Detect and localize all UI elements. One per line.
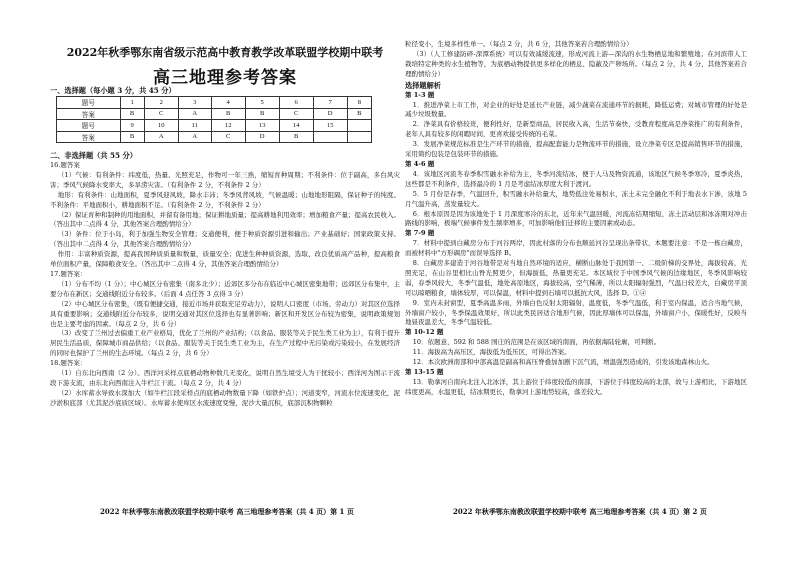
- answer-cell: D: [313, 108, 347, 120]
- answer-paragraph: （3）（人工修建防碎-深潭系统）可以有效减缓流速，形成河流上游—深沟的水生物栖息地和繁殖地；在河滨带人工栽培特定种类的水生植物等，为底栖动物提供更多样化的栖息、隐蔽及产卵场所。（每点 2 分，共 4 分，其他答案若合理酌情给分）: [405, 49, 747, 78]
- essay-continued: [405, 40, 747, 80]
- analysis-item: 4．该地区河流冬春季积雪融水补给为主，冬季河流结冰，便于人马及物资流通，该地区气候冬季寒冷，夏季炎热，这些都是不利条件，选择最冷的 1 月是考虑结冰厚度大利于渡河。: [405, 169, 747, 188]
- section-choice: [50, 86, 400, 143]
- answer-table: [56, 96, 372, 143]
- analysis-heading: 选择题解析: [405, 80, 441, 90]
- answer-cell: B: [279, 131, 313, 143]
- answer-cell: A: [178, 108, 211, 120]
- analysis-item: 10．依题意，592 和 588 国庄的范围是在该区域的南面，再依据海陆轮廓，可判断。: [412, 338, 661, 347]
- answer-row: [57, 108, 372, 120]
- answer-cell: B: [120, 131, 144, 143]
- page-left: [50, 0, 400, 561]
- answer-cell: [347, 131, 371, 143]
- answer-cell: 2: [144, 97, 178, 109]
- answer-paragraph: 16.题答案: [50, 161, 80, 169]
- analysis-item: 9．室内未封窗型，夏季高温多雨，外墙白色反射太阳辐射，温度低，冬季气温低，利于室内保温，适合当地气候，外墙窗户较小，冬季保温效果好，所以此类民居适合地形气候，因此厚墙体可以保温，外墙窗户小，保暖性好，反映当地昼夜温差大，冬季气温较低。: [405, 298, 747, 327]
- section-choice-heading: 一、选择题（每小题 3 分，共 45 分）: [50, 86, 176, 95]
- answer-row-label: 答案: [57, 108, 121, 120]
- answer-cell: 10: [144, 120, 178, 132]
- right-column: [405, 40, 747, 398]
- answer-cell: C: [211, 131, 245, 143]
- analysis-item: 2．净菜具有价格较贵，便利性好，是新型商品，居民收入高，生活节奏快，受教育程度高是净菜推广的有利条件，老年人具有较多的闲暇时间，更喜欢接受传统的毛菜。: [405, 120, 747, 139]
- answer-paragraph: （1）气候：有利条件：纬度低，热量、光照充足，作物可一年三熟，缩短育种周期；不利条件：位于副高，多台风灾害；季风气候降水变率大，多旱涝灾害。（有利条件 2 分，不利条件 2 分）: [50, 170, 400, 189]
- analysis-item: 12．本次欧洲南部和中部高温是副高和高压脊叠加加剧下沉气流，增温强烈造成的，引发该地森林山火。: [412, 358, 714, 367]
- answer-cell: [347, 120, 371, 132]
- question-group-title: 第 4-6 题: [405, 159, 435, 168]
- analysis-item: 1．推进净菜上市工作，对企业的好处是延长产业链，减少蔬菜在流通环节的损耗，降低运费；对城市管理的好处是减少垃圾数量。: [405, 100, 747, 119]
- answer-cell: 7: [313, 97, 347, 109]
- answer-cell: 15: [313, 120, 347, 132]
- answer-cell: B: [245, 108, 279, 120]
- answer-cell: 6: [279, 97, 313, 109]
- analysis-item: 11．海拔高为高压区，海拔低为低压区，可得出答案。: [412, 348, 571, 357]
- footer-right: 2022 年秋季鄂东南教改联盟学校期中联考 高三地理参考答案（共 4 页）第 2 页: [453, 507, 707, 516]
- analysis-item: 3．发展净菜规范标准是生产环节的措施，提高配套能力是物流环节的措施，设立净菜专区是提高销售环节的措施，采用简约包装是包装环节的措施。: [405, 140, 747, 159]
- answer-paragraph: 18.题答案：: [50, 359, 87, 368]
- analysis-item: 8．白藏房多建造于河谷地带是对当地自然环境的适应，横断山脉处于我国第一、二级阶梯的交界处，海拔较高，光照充足，在山谷里相比山脊光照更少，但海拔低，热量更充足。本区域位于中国季风气候的边缘地区，冬季风影响较弱，春季风较大，冬季气温低，地处高原地区，海拔较高，空气稀薄，所以太阳辐射强烈，气温日较差大，白藏房平顶可以晾晒粮食，墙体较厚，可以保温，材料中提到石墙可以抵抗大风，选择 D。①④: [405, 259, 747, 297]
- answer-row-label: 题号: [57, 120, 121, 132]
- analysis-groups: [405, 91, 747, 398]
- answer-row-label: 答案: [57, 131, 121, 143]
- answer-cell: [313, 131, 347, 143]
- answer-cell: B: [120, 108, 144, 120]
- analysis-item: 6．根本原因是因为该地处于 1 月深度寒冷的东北，近年来气温回暖，河流冻结期缩短，冻土活动层和冰冻期对冲击路线的影响，极端气候事件发生频率增多，可加影响他们迁移的主要因素或动态。: [405, 209, 747, 228]
- page-right: [405, 0, 747, 561]
- answer-row: [57, 120, 372, 132]
- footer-left: 2022 年秋季鄂东南教改联盟学校期中联考 高三地理参考答案（共 4 页）第 1 页: [100, 507, 354, 516]
- answer-paragraph: （3）改变了兰州过去偏重工业产业格局，优化了兰州的产业结构；（以食品、服装等关于民生类工业为主），有利于提升居民生活品质，保障城市商品供给；（以食品、服装等关于民生类工业为主，在生产过程中无污染或污染较小，在发展经济的同时也保护了兰州的生态环境。（每点 2 分，共 6 分）: [50, 329, 400, 358]
- answer-cell: B: [347, 108, 371, 120]
- answer-paragraph: （2）保证育种和制种的用地面积，并留有备用地；保证耕地质量；提高耕地利用效率；增加粮食产量；提高农民收入。（答出其中二点得 4 分，其他答案合理酌情给分）: [50, 210, 400, 229]
- question-group-title: 第 7-9 题: [405, 229, 435, 238]
- answer-cell: B: [211, 108, 245, 120]
- answer-paragraph: （1）分布不均（1 分）；中心城区分布密集（南多北少）；近郊区多分布在临近中心城区密集地带；远郊区分布集中，主要分布在新区；交通线附近分布较多。（后面 4 点任答 3 点得 3 分）: [50, 279, 400, 298]
- answer-row: [57, 97, 372, 109]
- answer-cell: 8: [347, 97, 371, 109]
- analysis-item: 7．材料中提到白藏房分布于河谷两岸，因此村落的分布也顺延河谷呈现出条带状，本题要注意：不是一栋白藏房，而被材料中"方形碉房"而误导选择 B。: [405, 239, 747, 258]
- answer-cell: 14: [279, 120, 313, 132]
- answer-paragraph: （2）水库蓄水导致水深加大（如牛栏江段采样点的底栖动物数量下降（如铁炉点）；河道变窄，河流水位流速变化，泥沙淤积底部（尤其泥沙底质区域）。水库蓄水使库区水流速度变慢，泥沙大量沉积，底部沉积物颗粒: [50, 388, 400, 407]
- answer-cell: C: [144, 108, 178, 120]
- answer-cell: 1: [120, 97, 144, 109]
- essay-answers: [50, 161, 400, 409]
- question-group-title: 第 1-3 题: [405, 90, 435, 99]
- answer-cell: 9: [120, 120, 144, 132]
- analysis-item: 5．5 月份是春季，气温回升，积雪融水补给量大，地势低注处易积水，冻土未完全融化不利于地表水下渗，该地 5 月气温升高，蒸发量较大。: [405, 189, 747, 208]
- answer-row: [57, 131, 372, 143]
- answer-cell: 4: [211, 97, 245, 109]
- answer-cell: D: [245, 131, 279, 143]
- answer-paragraph: （3）条件：位于小岛，利于加强生物安全管理；交通便利，便于种质资源引进和输出；产业基础好；国家政策支持。（答出其中二点得 4 分，其他答案合理酌情给分）: [50, 230, 400, 249]
- answer-paragraph: 粒径变小，生境多样性单一。（每点 2 分，共 6 分，其他答案若合理酌情给分）: [405, 40, 633, 48]
- answer-cell: 3: [178, 97, 211, 109]
- question-group-title: 第 10-12 题: [405, 328, 444, 337]
- answer-cell: 11: [178, 120, 211, 132]
- answer-row-label: 题号: [57, 97, 121, 109]
- answer-cell: A: [144, 131, 178, 143]
- exam-subtitle: 2022年秋季鄂东南省级示范高中教育教学改革联盟学校期中联考: [66, 46, 384, 59]
- answer-cell: A: [178, 131, 211, 143]
- answer-cell: 12: [211, 120, 245, 132]
- page-title: 高三地理参考答案: [153, 68, 297, 88]
- answer-cell: C: [279, 108, 313, 120]
- answer-cell: 5: [245, 97, 279, 109]
- answer-paragraph: 作用：丰富种质资源，提高我国种质质量和数量，质量安全；促进生种种质资源，选取、改良优质高产品种，提高粮食单位面积产量，保障粮食安全。（答出其中二点得 4 分，其他答案合理酌情给分）: [50, 250, 400, 269]
- answer-cell: 13: [245, 120, 279, 132]
- answer-paragraph: 地形：有利条件：山地面积，夏季风迎风坡，降水丰沛；冬季风背风坡，气候温暖；山地地形阻隔，保证种子的纯度。不利条件：平地面积小，耕地面积不足。（有利条件 2 分，不利条件 2 分）: [50, 190, 400, 209]
- question-group-title: 第 13-15 题: [405, 368, 444, 376]
- answer-paragraph: （1）自东北向西南（2 分）。西洋河采样点底栖动物种数几无变化，说明自然生境受人为干扰较小；西洋河为图示干流段下游支流，由东北向西南注入牛栏江干流。（每点 2 分，共 4 分）: [50, 369, 400, 387]
- section-essay: [50, 151, 400, 409]
- section-essay-heading: 二、非选择题（共 55 分）: [50, 151, 137, 160]
- analysis-item: 13．勒拿河自南向北注入北冰洋，其上游位于纬度较低的南部，下游位于纬度较高的北部，故与上游相比，下游地区纬度更高，水温更低，结冰期更长，勒拿河上游地势较高，落差较大。: [405, 377, 747, 396]
- answer-paragraph: （2）中心城区分布密集，（既有便捷交通，接近市场并获取充足劳动力），说明人口密度（市场、劳动力）对其区位选择具有重要影响；交通线附近分布较多，说明交通对其区位选择也有显著影响；新区和开发区分布较为密集，说明政策规划也是主要考虑的因素。（每点 2 分，共 6 分）: [50, 299, 400, 328]
- answer-paragraph: 17.题答案：: [50, 269, 87, 278]
